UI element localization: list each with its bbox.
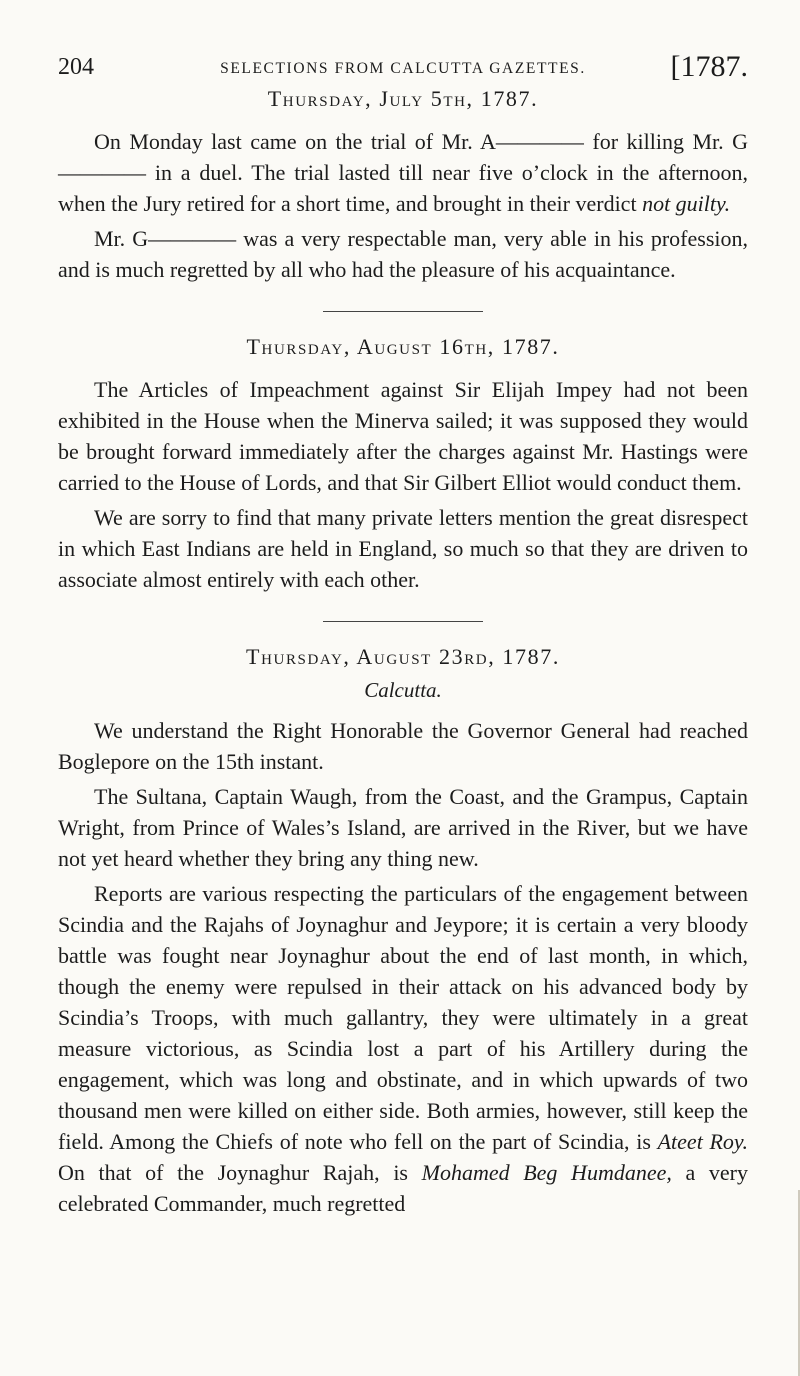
paragraph-text: a very celebrated Commander, much regretted bbox=[58, 1160, 748, 1216]
paragraph-text: Reports are various respecting the particulars of the engagement between Scindia and the Rajahs of Joynaghur and Jeypore; it is certain a very bloody battle was fought near Joynaghur about the end of last month, in which, though the enemy were repulsed in their attack on his advanced body by Scindia’s Troops, with much gallantry, they were ultimately in a great measure victorious, as Scindia lost a part of his Artillery during the engagement, which was long and obstinate, and in which upwards of two thousand men were killed on either side. Both armies, however, still keep the field. Among the Chiefs of note who fell on the part of Scindia, is bbox=[58, 881, 748, 1154]
page-number: 204 bbox=[58, 54, 94, 80]
paragraph-east-indians: We are sorry to find that many private letters mention the great disrespect in which East Indians are held in England, so much so that they are driven to associate almost entirely with each other. bbox=[58, 505, 748, 592]
page-content bbox=[58, 86, 748, 1219]
section-date-august-16: Thursday, August 16th, 1787. bbox=[246, 334, 560, 359]
paragraph-ships-arrived: The Sultana, Captain Waugh, from the Coast, and the Grampus, Captain Wright, from Prince of Wales’s Island, are arrived in the River, but we have not yet heard whether they bring any thing new. bbox=[58, 784, 748, 871]
section-date-august-23: Thursday, August 23rd, 1787. bbox=[246, 644, 560, 669]
paragraph-trial bbox=[58, 126, 748, 219]
paragraph-text: On Monday last came on the trial of Mr. A———— for killing Mr. G———— in a duel. The trial lasted till near five o’clock in the afternoon, when the Jury retired for a short time, and brought in their verdict bbox=[58, 129, 748, 216]
section-date-july-5: Thursday, July 5th, 1787. bbox=[267, 86, 539, 111]
running-year: [1787. bbox=[670, 50, 748, 83]
place-heading: Calcutta. bbox=[364, 678, 442, 702]
running-header bbox=[58, 50, 748, 84]
verdict-text: not guilty. bbox=[642, 191, 731, 216]
chief-name: Ateet Roy. bbox=[657, 1129, 748, 1154]
commander-name: Mohamed Beg Humdanee, bbox=[421, 1160, 672, 1185]
paragraph-text: On that of the Joynaghur Rajah, is bbox=[58, 1160, 422, 1185]
running-title: SELECTIONS FROM CALCUTTA GAZETTES. bbox=[220, 60, 586, 77]
paragraph-battle-report bbox=[58, 878, 748, 1219]
paragraph-impeachment: The Articles of Impeachment against Sir Elijah Impey had not been exhibited in the House when the Minerva sailed; it was supposed they would be brought forward immediately after the charges against Mr. Hastings were carried to the House of Lords, and that Sir Gilbert Elliot would conduct them. bbox=[58, 377, 748, 495]
paragraph-mr-g: Mr. G———— was a very respectable man, very able in his profession, and is much regretted by all who had the pleasure of his acquaintance. bbox=[58, 226, 748, 282]
paragraph-governor-general: We understand the Right Honorable the Governor General had reached Boglepore on the 15th instant. bbox=[58, 718, 748, 774]
